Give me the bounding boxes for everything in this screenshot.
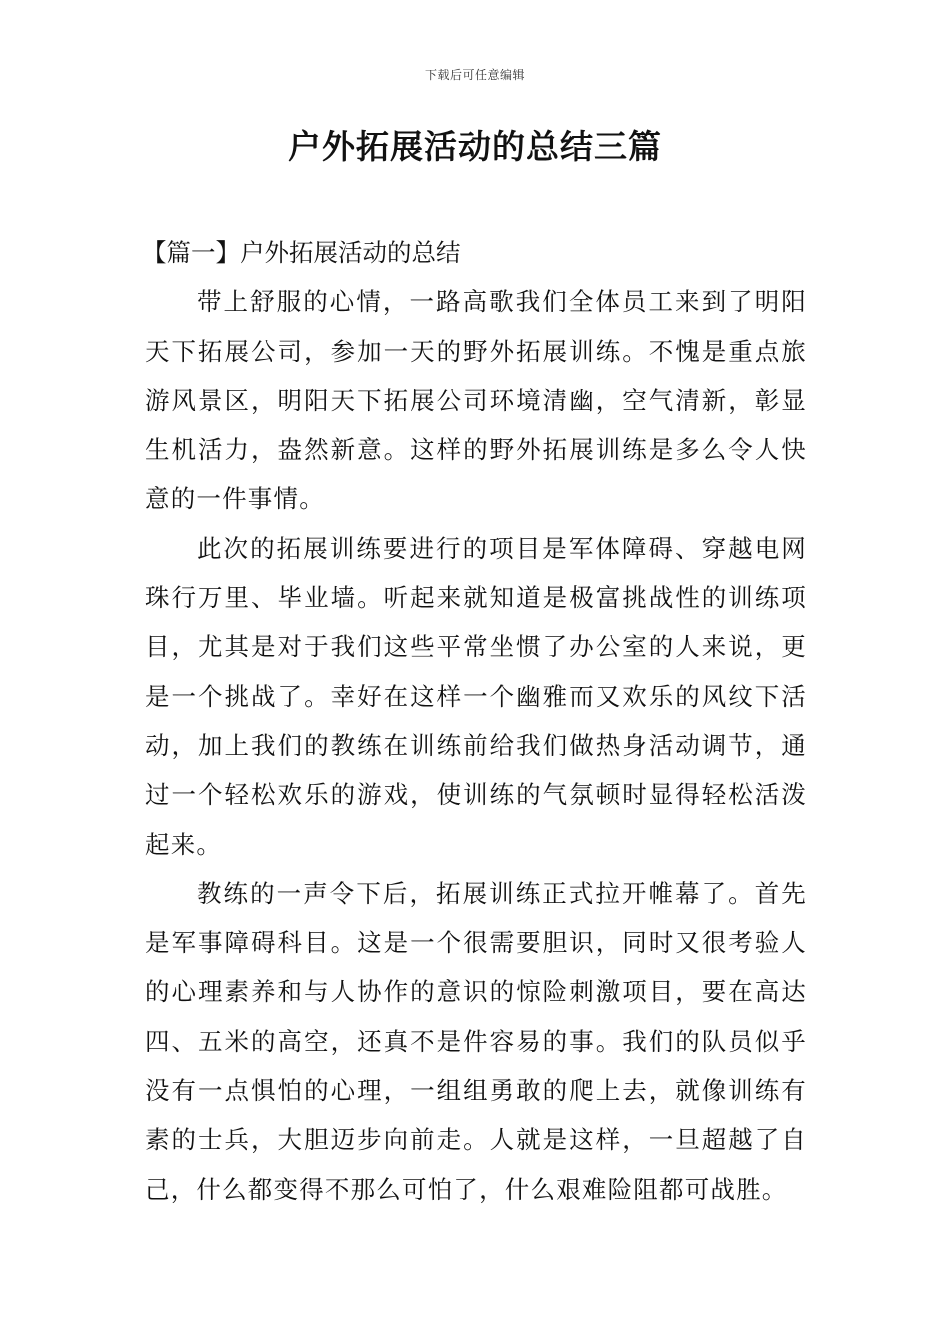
paragraph: 教练的一声令下后，拓展训练正式拉开帷幕了。首先是军事障碍科目。这是一个很需要胆识，同时又很考验人的心理素养和与人协作的意识的惊险刺激项目，要在高达四、五米的高空，还真不是件容易的事。我们的队员似乎没有一点惧怕的心理，一组组勇敢的爬上去，就像训练有素的士兵，大胆迈步向前走。人就是这样，一旦超越了自己，什么都变得不那么可怕了，什么艰难险阻都可战胜。 <box>145 878 807 1204</box>
paragraph: 带上舒服的心情，一路高歌我们全体员工来到了明阳天下拓展公司，参加一天的野外拓展训练。不愧是重点旅游风景区，明阳天下拓展公司环境清幽，空气清新，彰显生机活力，盎然新意。这样的野外拓展训练是多么令人快意的一件事情。 <box>145 287 807 514</box>
paragraph: 此次的拓展训练要进行的项目是军体障碍、穿越电网珠行万里、毕业墙。听起来就知道是极富挑战性的训练项目，尤其是对于我们这些平常坐惯了办公室的人来说，更是一个挑战了。幸好在这样一个幽雅而又欢乐的风纹下活动，加上我们的教练在训练前给我们做热身活动调节，通过一个轻松欢乐的游戏，使训练的气氛顿时显得轻松活泼起来。 <box>145 533 807 859</box>
document-title: 户外拓展活动的总结三篇 <box>288 127 662 166</box>
header-note: 下载后可任意编辑 <box>424 68 525 82</box>
document-body <box>142 228 807 1214</box>
section-heading: 【篇一】户外拓展活动的总结 <box>142 238 461 267</box>
